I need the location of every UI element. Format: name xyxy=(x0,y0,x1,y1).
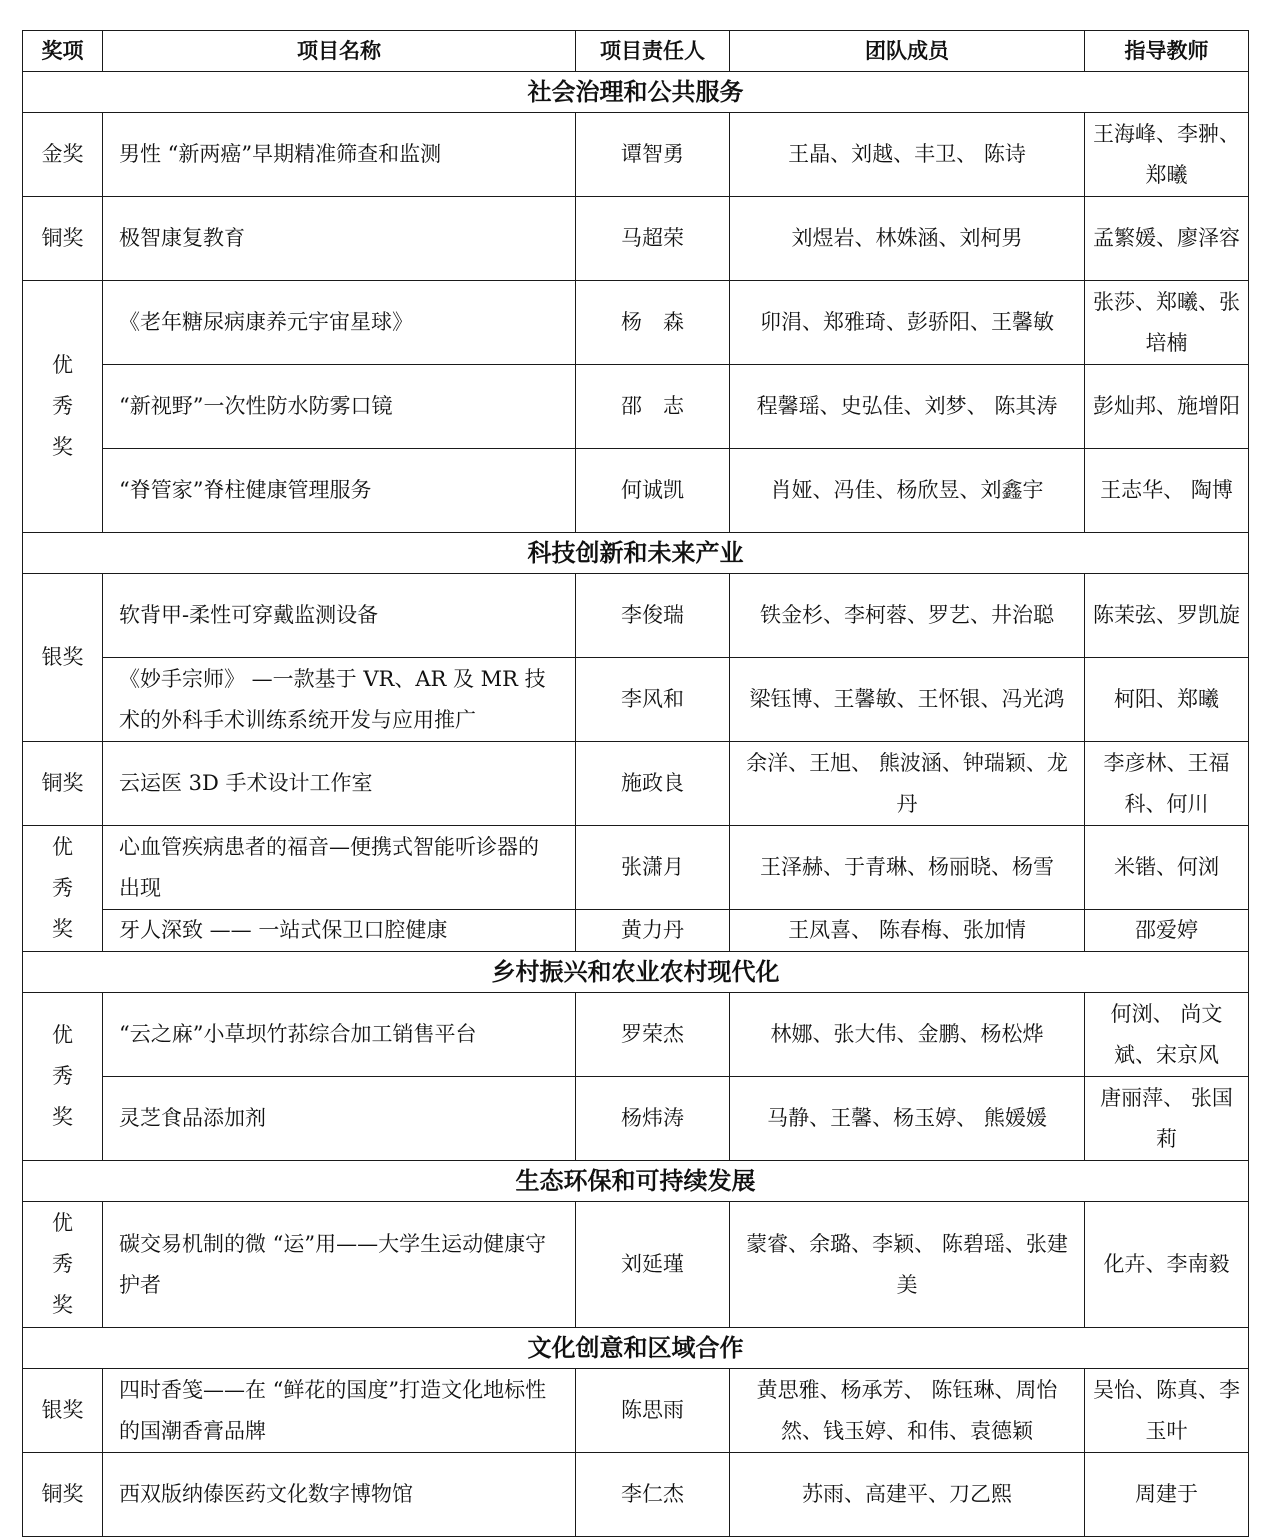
section-title: 科技创新和未来产业 xyxy=(23,533,1249,574)
award-label: 铜奖 xyxy=(41,771,84,795)
advisor: 唐丽萍、 张国莉 xyxy=(1085,1077,1249,1161)
project-row xyxy=(23,1369,1249,1453)
project-name: 《妙手宗师》 —一款基于 VR、AR 及 MR 技术的外科手术训练系统开发与应用推广 xyxy=(103,658,576,742)
team-members: 肖娅、冯佳、杨欣昱、刘鑫宇 xyxy=(730,449,1085,533)
section-row xyxy=(23,533,1249,574)
project-name: 极智康复教育 xyxy=(103,197,576,281)
team-members: 蒙睿、余璐、李颖、 陈碧瑶、张建美 xyxy=(730,1202,1085,1328)
award-label: 优秀奖 xyxy=(52,1023,73,1129)
header-advisor: 指导教师 xyxy=(1085,31,1249,72)
section-title: 文化创意和区域合作 xyxy=(23,1328,1249,1369)
advisor: 周建于 xyxy=(1085,1453,1249,1537)
advisor: 张莎、郑曦、张培楠 xyxy=(1085,281,1249,365)
award-label: 优秀奖 xyxy=(52,353,73,459)
project-leader: 刘延瑾 xyxy=(576,1202,730,1328)
team-members: 梁钰博、王馨敏、王怀银、冯光鸿 xyxy=(730,658,1085,742)
project-row xyxy=(23,993,1249,1077)
project-leader: 李仁杰 xyxy=(576,1453,730,1537)
project-row xyxy=(23,574,1249,658)
team-members: 铁金杉、李柯蓉、罗艺、井治聪 xyxy=(730,574,1085,658)
project-leader: 何诚凯 xyxy=(576,449,730,533)
team-members: 王凤喜、 陈春梅、张加情 xyxy=(730,910,1085,952)
project-row xyxy=(23,658,1249,742)
project-row xyxy=(23,197,1249,281)
section-title: 社会治理和公共服务 xyxy=(23,72,1249,113)
project-row xyxy=(23,1202,1249,1328)
section-row xyxy=(23,1161,1249,1202)
advisor: 米锴、何浏 xyxy=(1085,826,1249,910)
section-row xyxy=(23,1328,1249,1369)
project-name: 碳交易机制的微 “运”用——大学生运动健康守护者 xyxy=(103,1202,576,1328)
award-label: 金奖 xyxy=(41,142,84,166)
project-row xyxy=(23,365,1249,449)
project-name: 牙人深致 —— 一站式保卫口腔健康 xyxy=(103,910,576,952)
project-leader: 施政良 xyxy=(576,742,730,826)
advisor: 柯阳、郑曦 xyxy=(1085,658,1249,742)
award-label: 铜奖 xyxy=(41,226,84,250)
project-row xyxy=(23,826,1249,910)
project-row xyxy=(23,113,1249,197)
project-name: 四时香笺——在 “鲜花的国度”打造文化地标性的国潮香膏品牌 xyxy=(103,1369,576,1453)
team-members: 黄思雅、杨承芳、 陈钰琳、周怡然、钱玉婷、和伟、袁德颖 xyxy=(730,1369,1085,1453)
advisor: 何浏、 尚文斌、宋京风 xyxy=(1085,993,1249,1077)
project-leader: 罗荣杰 xyxy=(576,993,730,1077)
award-cell xyxy=(23,113,103,197)
award-cell xyxy=(23,197,103,281)
project-name: 西双版纳傣医药文化数字博物馆 xyxy=(103,1453,576,1537)
award-label: 银奖 xyxy=(41,645,84,669)
advisor: 王志华、 陶博 xyxy=(1085,449,1249,533)
advisor: 邵爱婷 xyxy=(1085,910,1249,952)
advisor: 吴怡、陈真、李玉叶 xyxy=(1085,1369,1249,1453)
section-title: 乡村振兴和农业农村现代化 xyxy=(23,952,1249,993)
project-leader: 李风和 xyxy=(576,658,730,742)
team-members: 马静、王馨、杨玉婷、 熊媛媛 xyxy=(730,1077,1085,1161)
header-leader: 项目责任人 xyxy=(576,31,730,72)
team-members: 程馨瑶、史弘佳、刘梦、 陈其涛 xyxy=(730,365,1085,449)
project-leader: 黄力丹 xyxy=(576,910,730,952)
award-cell xyxy=(23,742,103,826)
advisor: 王海峰、李翀、郑曦 xyxy=(1085,113,1249,197)
section-title: 生态环保和可持续发展 xyxy=(23,1161,1249,1202)
team-members: 余洋、王旭、 熊波涵、钟瑞颖、龙丹 xyxy=(730,742,1085,826)
project-leader: 李俊瑞 xyxy=(576,574,730,658)
awards-table-body xyxy=(23,31,1249,1537)
award-label: 优秀奖 xyxy=(52,835,73,941)
award-label: 优秀奖 xyxy=(52,1211,73,1317)
award-cell xyxy=(23,1202,103,1328)
team-members: 林娜、张大伟、金鹏、杨松烨 xyxy=(730,993,1085,1077)
project-leader: 杨炜涛 xyxy=(576,1077,730,1161)
project-name: 云运医 3D 手术设计工作室 xyxy=(103,742,576,826)
project-name: “脊管家”脊柱健康管理服务 xyxy=(103,449,576,533)
header-team-members: 团队成员 xyxy=(730,31,1085,72)
project-row xyxy=(23,910,1249,952)
award-cell xyxy=(23,1369,103,1453)
project-row xyxy=(23,1453,1249,1537)
team-members: 刘煜岩、林姝涵、刘柯男 xyxy=(730,197,1085,281)
project-name: “云之麻”小草坝竹荪综合加工销售平台 xyxy=(103,993,576,1077)
project-leader: 邵 志 xyxy=(576,365,730,449)
advisor: 陈茉弦、罗凯旋 xyxy=(1085,574,1249,658)
team-members: 王泽赫、于青琳、杨丽晓、杨雪 xyxy=(730,826,1085,910)
project-leader: 杨 森 xyxy=(576,281,730,365)
project-name: 软背甲-柔性可穿戴监测设备 xyxy=(103,574,576,658)
award-label: 银奖 xyxy=(41,1398,84,1422)
project-row xyxy=(23,449,1249,533)
project-leader: 谭智勇 xyxy=(576,113,730,197)
award-label: 铜奖 xyxy=(41,1482,84,1506)
awards-table xyxy=(22,30,1249,1537)
project-name: 《老年糖尿病康养元宇宙星球》 xyxy=(103,281,576,365)
project-name: 心血管疾病患者的福音—便携式智能听诊器的出现 xyxy=(103,826,576,910)
project-row xyxy=(23,281,1249,365)
project-name: “新视野”一次性防水防雾口镜 xyxy=(103,365,576,449)
project-row xyxy=(23,742,1249,826)
award-cell xyxy=(23,281,103,533)
project-row xyxy=(23,1077,1249,1161)
header-row xyxy=(23,31,1249,72)
advisor: 化卉、李南毅 xyxy=(1085,1202,1249,1328)
project-name: 男性 “新两癌”早期精准筛查和监测 xyxy=(103,113,576,197)
team-members: 王晶、刘越、丰卫、 陈诗 xyxy=(730,113,1085,197)
advisor: 李彦林、王福科、何川 xyxy=(1085,742,1249,826)
advisor: 彭灿邦、施增阳 xyxy=(1085,365,1249,449)
project-name: 灵芝食品添加剂 xyxy=(103,1077,576,1161)
project-leader: 马超荣 xyxy=(576,197,730,281)
award-cell xyxy=(23,1453,103,1537)
project-leader: 陈思雨 xyxy=(576,1369,730,1453)
award-cell xyxy=(23,993,103,1161)
award-cell xyxy=(23,826,103,952)
header-project-name: 项目名称 xyxy=(103,31,576,72)
team-members: 苏雨、高建平、刀乙熙 xyxy=(730,1453,1085,1537)
section-row xyxy=(23,952,1249,993)
award-cell xyxy=(23,574,103,742)
project-leader: 张潇月 xyxy=(576,826,730,910)
section-row xyxy=(23,72,1249,113)
header-award: 奖项 xyxy=(23,31,103,72)
team-members: 卯涓、郑雅琦、彭骄阳、王馨敏 xyxy=(730,281,1085,365)
advisor: 孟繁媛、廖泽容 xyxy=(1085,197,1249,281)
